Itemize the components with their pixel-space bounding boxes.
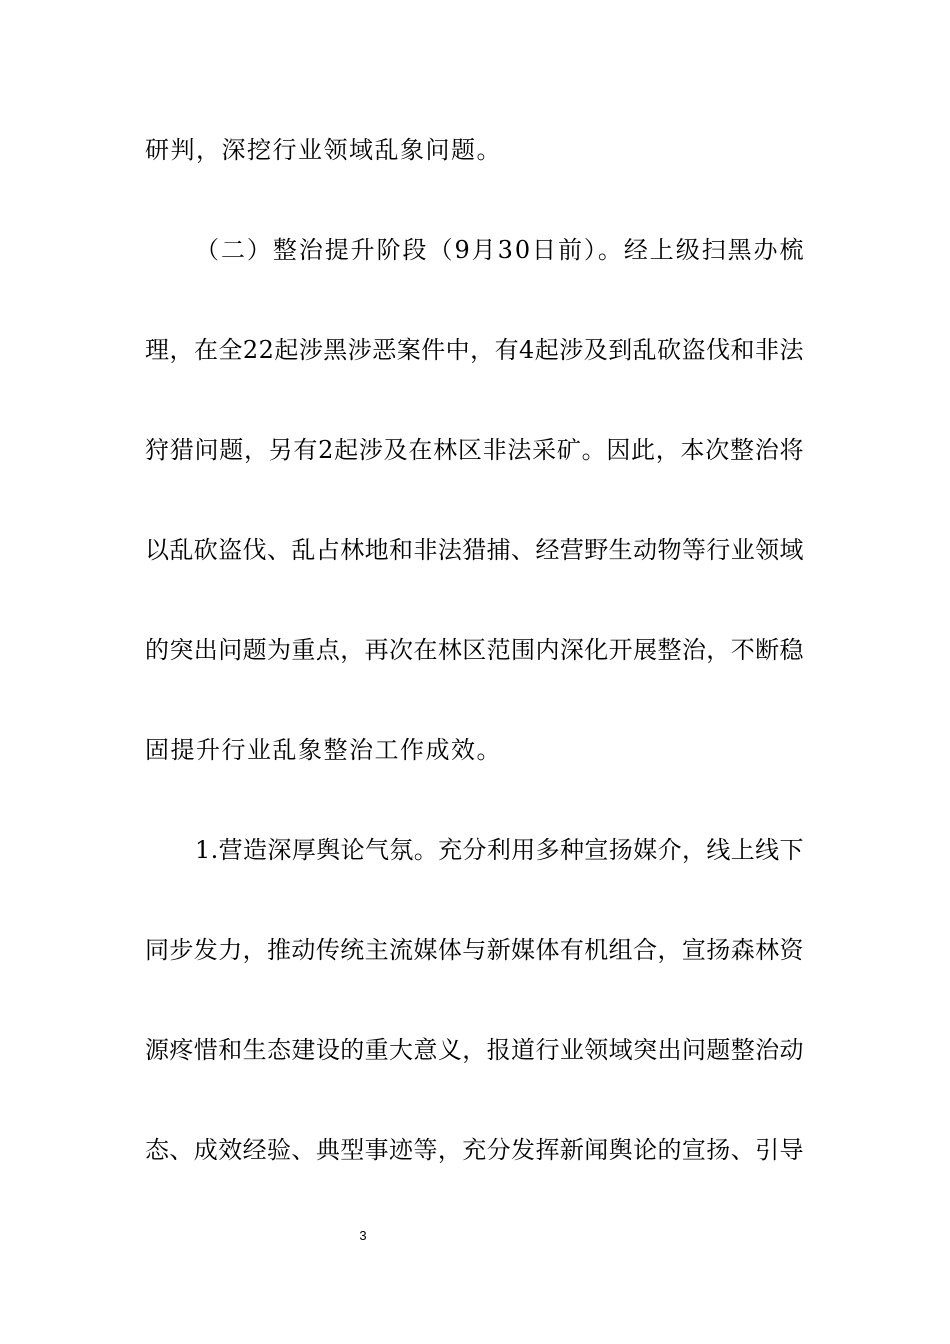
text-line-content: 研判，深挖行业领域乱象问题。 — [145, 136, 502, 164]
text-line-content: 同步发力，推动传统主流媒体与新媒体有机组合，宣扬森林资 — [145, 936, 804, 964]
text-line-content: 的突出问题为重点，再次在林区范围内深化开展整治，不断稳 — [145, 636, 804, 664]
text-line-content: （二）整治提升阶段（9月30日前）。经上级扫黑办梳 — [195, 236, 806, 264]
text-line-content: 以乱砍盗伐、乱占林地和非法猎捕、经营野生动物等行业领域 — [145, 536, 804, 564]
page-number: 3 — [359, 1228, 367, 1243]
text-line-content: 固提升行业乱象整治工作成效。 — [145, 736, 502, 764]
text-line-content: 源疼惜和生态建设的重大意义，报道行业领域突出问题整治动 — [145, 1036, 804, 1064]
text-line-content: 态、成效经验、典型事迹等，充分发挥新闻舆论的宣扬、引导 — [145, 1136, 804, 1164]
text-line-content: 1.营造深厚舆论气氛。充分利用多种宣扬媒介，线上线下 — [195, 836, 804, 864]
text-line-content: 狩猎问题，另有2起涉及在林区非法采矿。因此，本次整治将 — [145, 436, 805, 464]
text-line-content: 理，在全22起涉黑涉恶案件中，有4起涉及到乱砍盗伐和非法 — [145, 336, 804, 364]
